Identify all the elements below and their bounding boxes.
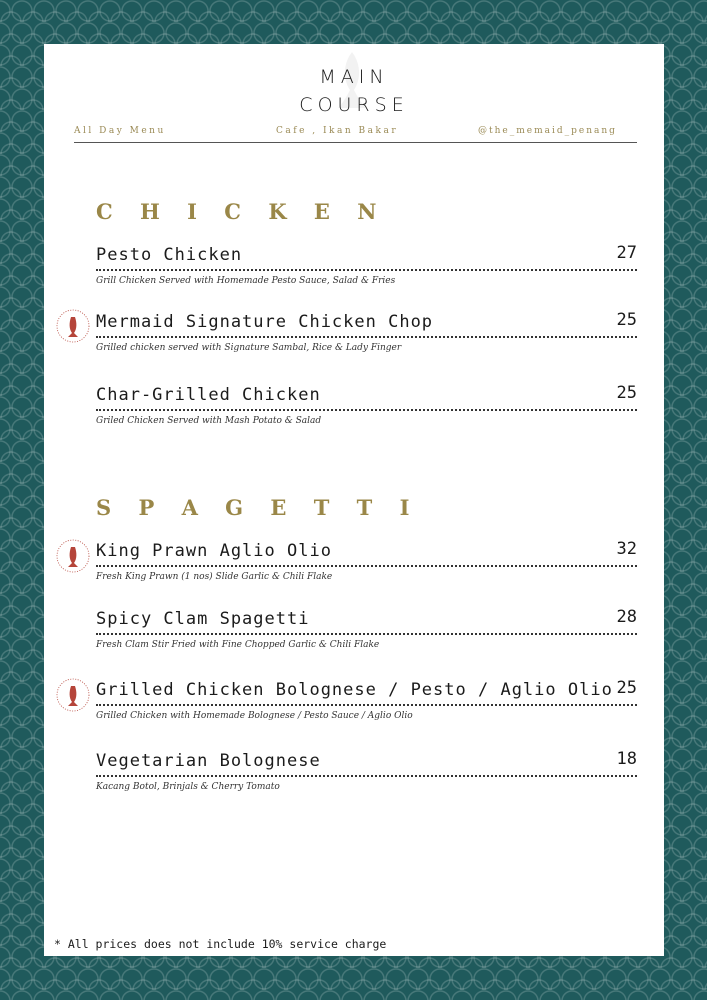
menu-item-char-grilled-chicken (96, 385, 637, 426)
menu-item-king-prawn-aglio-olio (96, 541, 637, 582)
menu-item-mermaid-signature-chicken-chop (96, 312, 637, 353)
service-charge-footnote: * All prices does not include 10% service charge (54, 937, 387, 951)
instagram-handle: @the_memaid_penang (478, 126, 617, 136)
dotted-divider (96, 633, 637, 635)
dotted-divider (96, 775, 637, 777)
header-divider (74, 142, 637, 143)
item-price: 25 (616, 383, 637, 403)
dotted-divider (96, 409, 637, 411)
item-description: Griled Chicken Served with Mash Potato & Salad (96, 416, 322, 426)
item-name: Vegetarian Bolognese (96, 751, 321, 771)
item-description: Fresh King Prawn (1 nos) Slide Garlic & Chili Flake (96, 572, 333, 582)
page-title-line1: MAIN (319, 66, 389, 88)
section-title-chicken: C H I C K E N (96, 199, 387, 224)
item-name: Mermaid Signature Chicken Chop (96, 312, 434, 332)
menu-page (44, 44, 664, 956)
item-price: 25 (616, 310, 637, 330)
menu-item-grilled-chicken-bolognese (96, 680, 637, 721)
item-name: Pesto Chicken (96, 245, 243, 265)
item-price: 27 (616, 243, 637, 263)
item-name: Grilled Chicken Bolognese / Pesto / Aglio Olio (96, 680, 613, 700)
item-name: Char-Grilled Chicken (96, 385, 321, 405)
menu-item-pesto-chicken (96, 245, 637, 286)
chef-recommendation-badge-icon (56, 678, 90, 712)
item-name: King Prawn Aglio Olio (96, 541, 332, 561)
section-title-spagetti: S P A G E T T I (96, 495, 420, 520)
item-description: Kacang Botol, Brinjals & Cherry Tomato (96, 782, 280, 792)
item-description: Grilled chicken served with Signature Sambal, Rice & Lady Finger (96, 343, 402, 353)
menu-item-vegetarian-bolognese (96, 751, 637, 792)
dotted-divider (96, 565, 637, 567)
item-description: Grilled Chicken with Homemade Bolognese / Pesto Sauce / Aglio Olio (96, 711, 413, 721)
item-description: Fresh Clam Stir Fried with Fine Chopped Garlic & Chili Flake (96, 640, 380, 650)
item-price: 28 (616, 607, 637, 627)
chef-recommendation-badge-icon (56, 309, 90, 343)
menu-item-spicy-clam-spagetti (96, 609, 637, 650)
item-price: 32 (616, 539, 637, 559)
item-name: Spicy Clam Spagetti (96, 609, 310, 629)
dotted-divider (96, 269, 637, 271)
all-day-menu-label: All Day Menu (74, 126, 166, 136)
item-price: 25 (616, 678, 637, 698)
dotted-divider (96, 704, 637, 706)
item-price: 18 (616, 749, 637, 769)
cafe-label: Cafe , Ikan Bakar (276, 126, 399, 136)
chef-recommendation-badge-icon (56, 539, 90, 573)
item-description: Grill Chicken Served with Homemade Pesto Sauce, Salad & Fries (96, 276, 396, 286)
dotted-divider (96, 336, 637, 338)
page-title-line2: COURSE (299, 94, 409, 116)
